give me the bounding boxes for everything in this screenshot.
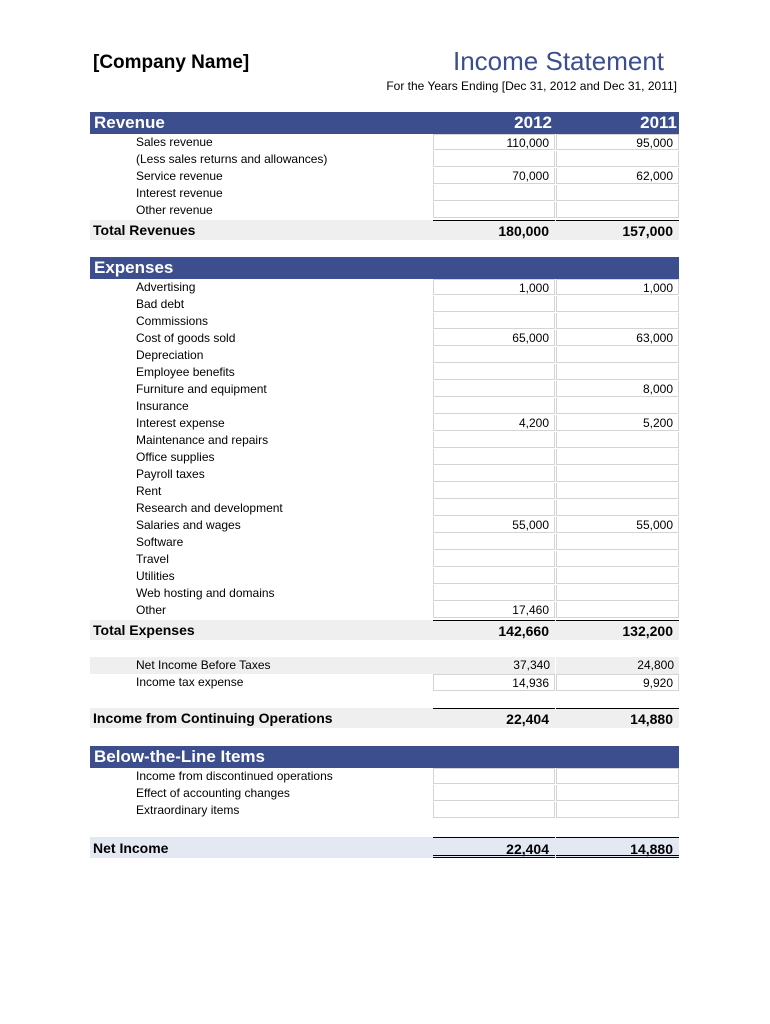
below-the-line-header-label: Below-the-Line Items — [94, 747, 265, 766]
line-item-row — [90, 313, 679, 330]
line-item-row — [90, 185, 679, 202]
line-item-row — [90, 151, 679, 168]
line-item-row — [90, 279, 679, 296]
net-income-before-taxes-2012[interactable]: 37,340 — [433, 657, 555, 674]
line-item-label: Web hosting and domains — [136, 586, 275, 600]
line-item-2011-cell[interactable]: 63,000 — [556, 330, 679, 346]
line-item-2012-cell[interactable]: 1,000 — [433, 279, 555, 295]
income-tax-expense-2012[interactable]: 14,936 — [433, 674, 555, 691]
total-expenses-2011[interactable]: 132,200 — [556, 620, 679, 638]
total-expenses-row — [90, 620, 679, 640]
line-item-2011-cell[interactable] — [556, 534, 679, 550]
line-item-2012-cell[interactable]: 65,000 — [433, 330, 555, 346]
revenue-section-header — [90, 112, 679, 134]
line-item-label: Other revenue — [136, 203, 213, 217]
line-item-label: Furniture and equipment — [136, 382, 267, 396]
line-item-2012-cell[interactable] — [433, 768, 555, 784]
line-item-row — [90, 602, 679, 619]
line-item-2012-cell[interactable]: 110,000 — [433, 134, 555, 150]
line-item-2012-cell[interactable]: 55,000 — [433, 517, 555, 533]
line-item-2011-cell[interactable] — [556, 483, 679, 499]
line-item-label: Interest expense — [136, 416, 225, 430]
line-item-label: Advertising — [136, 280, 196, 294]
line-item-2011-cell[interactable] — [556, 432, 679, 448]
line-item-row — [90, 168, 679, 185]
line-item-2012-cell[interactable] — [433, 802, 555, 818]
line-item-2011-cell[interactable] — [556, 151, 679, 167]
line-item-2011-cell[interactable] — [556, 347, 679, 363]
line-item-2012-cell[interactable] — [433, 568, 555, 584]
line-item-label: Income from discontinued operations — [136, 769, 333, 783]
line-item-2011-cell[interactable]: 62,000 — [556, 168, 679, 184]
line-item-2011-cell[interactable] — [556, 768, 679, 784]
line-item-2012-cell[interactable] — [433, 466, 555, 482]
line-item-label: Maintenance and repairs — [136, 433, 269, 447]
line-item-2011-cell[interactable] — [556, 602, 679, 618]
income-tax-expense-label: Income tax expense — [136, 675, 244, 689]
line-item-2012-cell[interactable] — [433, 151, 555, 167]
line-item-2012-cell[interactable] — [433, 585, 555, 601]
page-title: Income Statement — [453, 46, 664, 76]
line-item-row — [90, 432, 679, 449]
line-item-label: Bad debt — [136, 297, 185, 311]
line-item-row — [90, 381, 679, 398]
line-item-2012-cell[interactable] — [433, 364, 555, 380]
net-income-before-taxes-row — [90, 657, 679, 674]
line-item-2011-cell[interactable] — [556, 313, 679, 329]
continuing-operations-label: Income from Continuing Operations — [93, 710, 333, 726]
line-item-label: Office supplies — [136, 450, 215, 464]
line-item-label: Depreciation — [136, 348, 204, 362]
line-item-2012-cell[interactable] — [433, 185, 555, 201]
year-2012-header: 2012 — [514, 113, 552, 132]
line-item-2011-cell[interactable] — [556, 802, 679, 818]
line-item-2011-cell[interactable] — [556, 551, 679, 567]
line-item-label: Payroll taxes — [136, 467, 205, 481]
line-item-2012-cell[interactable] — [433, 534, 555, 550]
line-item-row — [90, 517, 679, 534]
line-item-label: Rent — [136, 484, 162, 498]
line-item-2011-cell[interactable]: 8,000 — [556, 381, 679, 397]
line-item-2011-cell[interactable]: 55,000 — [556, 517, 679, 533]
line-item-2011-cell[interactable] — [556, 500, 679, 516]
line-item-row — [90, 483, 679, 500]
line-item-row — [90, 134, 679, 151]
line-item-row — [90, 534, 679, 551]
line-item-label: Cost of goods sold — [136, 331, 236, 345]
revenue-header-label: Revenue — [94, 113, 165, 132]
net-income-2012[interactable]: 22,404 — [433, 837, 555, 858]
total-expenses-label: Total Expenses — [93, 622, 195, 638]
net-income-label: Net Income — [93, 840, 169, 856]
continuing-operations-2012[interactable]: 22,404 — [433, 708, 555, 726]
line-item-label: Service revenue — [136, 169, 223, 183]
line-item-row — [90, 296, 679, 313]
line-item-label: Employee benefits — [136, 365, 235, 379]
line-item-2011-cell[interactable] — [556, 185, 679, 201]
line-item-2011-cell[interactable] — [556, 398, 679, 414]
net-income-before-taxes-2011[interactable]: 24,800 — [556, 657, 679, 674]
line-item-2012-cell[interactable] — [433, 449, 555, 465]
line-item-label: Utilities — [136, 569, 175, 583]
continuing-operations-2011[interactable]: 14,880 — [556, 708, 679, 726]
total-revenues-2011[interactable]: 157,000 — [556, 220, 679, 238]
line-item-2012-cell[interactable] — [433, 785, 555, 801]
income-tax-expense-2011[interactable]: 9,920 — [556, 674, 679, 691]
total-revenues-label: Total Revenues — [93, 222, 196, 238]
continuing-operations-row — [90, 708, 679, 728]
line-item-row — [90, 551, 679, 568]
line-item-label: Travel — [136, 552, 169, 566]
line-item-2011-cell[interactable]: 95,000 — [556, 134, 679, 150]
line-item-row — [90, 398, 679, 415]
line-item-2011-cell[interactable]: 5,200 — [556, 415, 679, 431]
line-item-label: (Less sales returns and allowances) — [136, 152, 328, 166]
line-item-label: Interest revenue — [136, 186, 223, 200]
line-item-row — [90, 466, 679, 483]
line-item-row — [90, 330, 679, 347]
line-item-row — [90, 585, 679, 602]
line-item-row — [90, 415, 679, 432]
line-item-2012-cell[interactable] — [433, 500, 555, 516]
line-item-row — [90, 449, 679, 466]
line-item-2011-cell[interactable] — [556, 785, 679, 801]
line-item-2011-cell[interactable] — [556, 568, 679, 584]
line-item-row — [90, 768, 679, 785]
line-item-2012-cell[interactable] — [433, 381, 555, 397]
line-item-row — [90, 500, 679, 517]
expenses-section-header — [90, 257, 679, 279]
company-name: [Company Name] — [93, 52, 250, 73]
line-item-2012-cell[interactable]: 17,460 — [433, 602, 555, 618]
line-item-row — [90, 364, 679, 381]
line-item-2012-cell[interactable] — [433, 347, 555, 363]
line-item-2012-cell[interactable]: 70,000 — [433, 168, 555, 184]
line-item-2012-cell[interactable] — [433, 313, 555, 329]
expenses-header-label: Expenses — [94, 258, 174, 277]
line-item-2011-cell[interactable] — [556, 449, 679, 465]
line-item-label: Insurance — [136, 399, 189, 413]
line-item-label: Salaries and wages — [136, 518, 241, 532]
total-revenues-row — [90, 220, 679, 240]
line-item-label: Other — [136, 603, 167, 617]
line-item-2011-cell[interactable] — [556, 202, 679, 218]
line-item-row — [90, 347, 679, 364]
line-item-2012-cell[interactable] — [433, 398, 555, 414]
line-item-row — [90, 568, 679, 585]
net-income-2011[interactable]: 14,880 — [556, 837, 679, 858]
line-item-2012-cell[interactable] — [433, 202, 555, 218]
line-item-label: Effect of accounting changes — [136, 786, 290, 800]
line-item-2012-cell[interactable] — [433, 551, 555, 567]
line-item-label: Commissions — [136, 314, 209, 328]
total-revenues-2012[interactable]: 180,000 — [433, 220, 555, 238]
line-item-label: Software — [136, 535, 184, 549]
total-expenses-2012[interactable]: 142,660 — [433, 620, 555, 638]
line-item-2011-cell[interactable] — [556, 466, 679, 482]
line-item-label: Extraordinary items — [136, 803, 240, 817]
income-tax-expense-row — [90, 674, 679, 691]
line-item-row — [90, 202, 679, 219]
line-item-2012-cell[interactable]: 4,200 — [433, 415, 555, 431]
line-item-row — [90, 785, 679, 802]
line-item-2012-cell[interactable] — [433, 432, 555, 448]
line-item-2011-cell[interactable] — [556, 585, 679, 601]
page-subtitle: For the Years Ending [Dec 31, 2012 and Dec 31, 2011] — [386, 79, 677, 93]
net-income-row — [90, 837, 679, 858]
year-2011-header: 2011 — [640, 113, 677, 132]
line-item-label: Research and development — [136, 501, 283, 515]
line-item-2012-cell[interactable] — [433, 483, 555, 499]
below-the-line-section-header — [90, 746, 679, 768]
line-item-2011-cell[interactable]: 1,000 — [556, 279, 679, 295]
line-item-row — [90, 802, 679, 819]
line-item-2011-cell[interactable] — [556, 364, 679, 380]
line-item-label: Sales revenue — [136, 135, 213, 149]
net-income-before-taxes-label: Net Income Before Taxes — [136, 658, 271, 672]
line-item-2012-cell[interactable] — [433, 296, 555, 312]
line-item-2011-cell[interactable] — [556, 296, 679, 312]
